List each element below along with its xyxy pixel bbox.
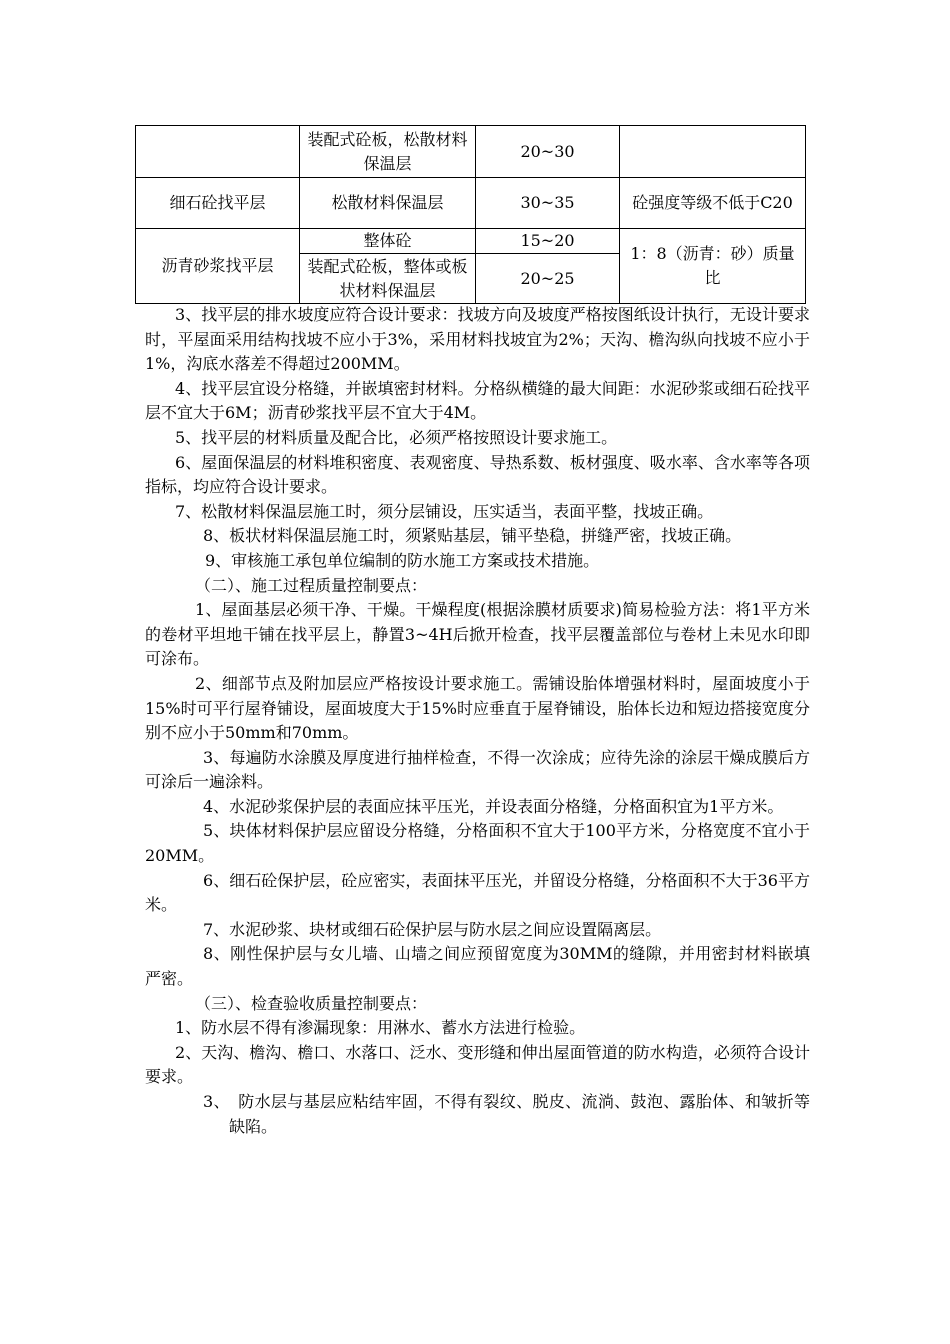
paragraph: 1、防水层不得有渗漏现象：用淋水、蓄水方法进行检验。 [175,1018,586,1038]
table-cell: 15~20 [476,229,620,254]
paragraph: 4、找平层宜设分格缝，并嵌填密封材料。分格纵横缝的最大间距：水泥砂浆或细石砼找平层不宜大于6M；沥青砂浆找平层不宜大于4M。 [145,378,810,423]
section-heading: （三）、检查验收质量控制要点： [195,993,428,1013]
table-cell: 装配式砼板，整体或板状材料保温层 [300,254,476,304]
table-cell: 30~35 [476,178,620,229]
table-row [136,229,806,254]
table-cell [620,126,806,178]
paragraph: 6、屋面保温层的材料堆积密度、表观密度、导热系数、板材强度、吸水率、含水率等各项指标，均应符合设计要求。 [145,452,810,497]
paragraph: 7、松散材料保温层施工时，须分层铺设，压实适当，表面平整，找坡正确。 [175,501,714,521]
paragraph: 2、天沟、檐沟、檐口、水落口、泛水、变形缝和伸出屋面管道的防水构造，必须符合设计要求。 [145,1042,810,1087]
paragraph: 4、水泥砂浆保护层的表面应抹平压光，并设表面分格缝，分格面积宜为1平方米。 [203,796,784,816]
table-cell: 沥青砂浆找平层 [136,229,300,304]
paragraph: 7、水泥砂浆、块材或细石砼保护层与防水层之间应设置隔离层。 [203,919,662,939]
paragraph: 5、块体材料保护层应留设分格缝，分格面积不宜大于100平方米，分格宽度不宜小于20MM。 [145,821,810,866]
paragraph: 3、 防水层与基层应粘结牢固，不得有裂纹、脱皮、流淌、鼓泡、露胎体、和皱折等缺陷。 [203,1092,810,1136]
table-cell: 整体砼 [300,229,476,254]
paragraph: 2、细部节点及附加层应严格按设计要求施工。需铺设胎体增强材料时，屋面坡度小于15%时可平行屋脊铺设，屋面坡度大于15%时应垂直于屋脊铺设，胎体长边和短边搭接宽度分别不应小于50mm和70mm。 [145,673,810,743]
table-cell: 装配式砼板，松散材料保温层 [300,126,476,178]
paragraph: 3、每遍防水涂膜及厚度进行抽样检查，不得一次涂成；应待先涂的涂层干燥成膜后方可涂后一遍涂料。 [145,747,810,792]
spec-table [135,125,806,304]
paragraph: 8、板状材料保温层施工时，须紧贴基层，铺平垫稳，拼缝严密，找坡正确。 [203,526,742,546]
table-row [136,126,806,178]
paragraph: 6、细石砼保护层，砼应密实，表面抹平压光，并留设分格缝，分格面积不大于36平方米。 [145,870,810,915]
paragraph: 5、找平层的材料质量及配合比，必须严格按照设计要求施工。 [175,427,618,447]
paragraph: 1、屋面基层必须干净、干燥。干燥程度(根据涂膜材质要求)简易检验方法：将1平方米的卷材平坦地干铺在找平层上，静置3~4H后掀开检查，找平层覆盖部位与卷材上未见水印即可涂布。 [145,600,810,669]
table-cell [136,126,300,178]
paragraph: 9、审核施工承包单位编制的防水施工方案或技术措施。 [205,550,600,570]
body-text [145,303,810,1139]
table-row [136,178,806,229]
table-cell: 1：8（沥青：砂）质量比 [620,229,806,304]
paragraph: 3、找平层的排水坡度应符合设计要求：找坡方向及坡度严格按图纸设计执行，无设计要求时，平屋面采用结构找坡不应小于3%，采用材料找坡宜为2%；天沟、檐沟纵向找坡不应小于1%，沟底水落差不得超过200MM。 [145,305,810,374]
table-cell: 细石砼找平层 [136,178,300,229]
table-cell: 20~25 [476,254,620,304]
paragraph: 8、刚性保护层与女儿墙、山墙之间应预留宽度为30MM的缝隙，并用密封材料嵌填严密。 [145,944,810,989]
section-heading: （二）、施工过程质量控制要点： [195,575,428,595]
table-cell: 松散材料保温层 [300,178,476,229]
table-cell: 20~30 [476,126,620,178]
table-cell: 砼强度等级不低于C20 [620,178,806,229]
